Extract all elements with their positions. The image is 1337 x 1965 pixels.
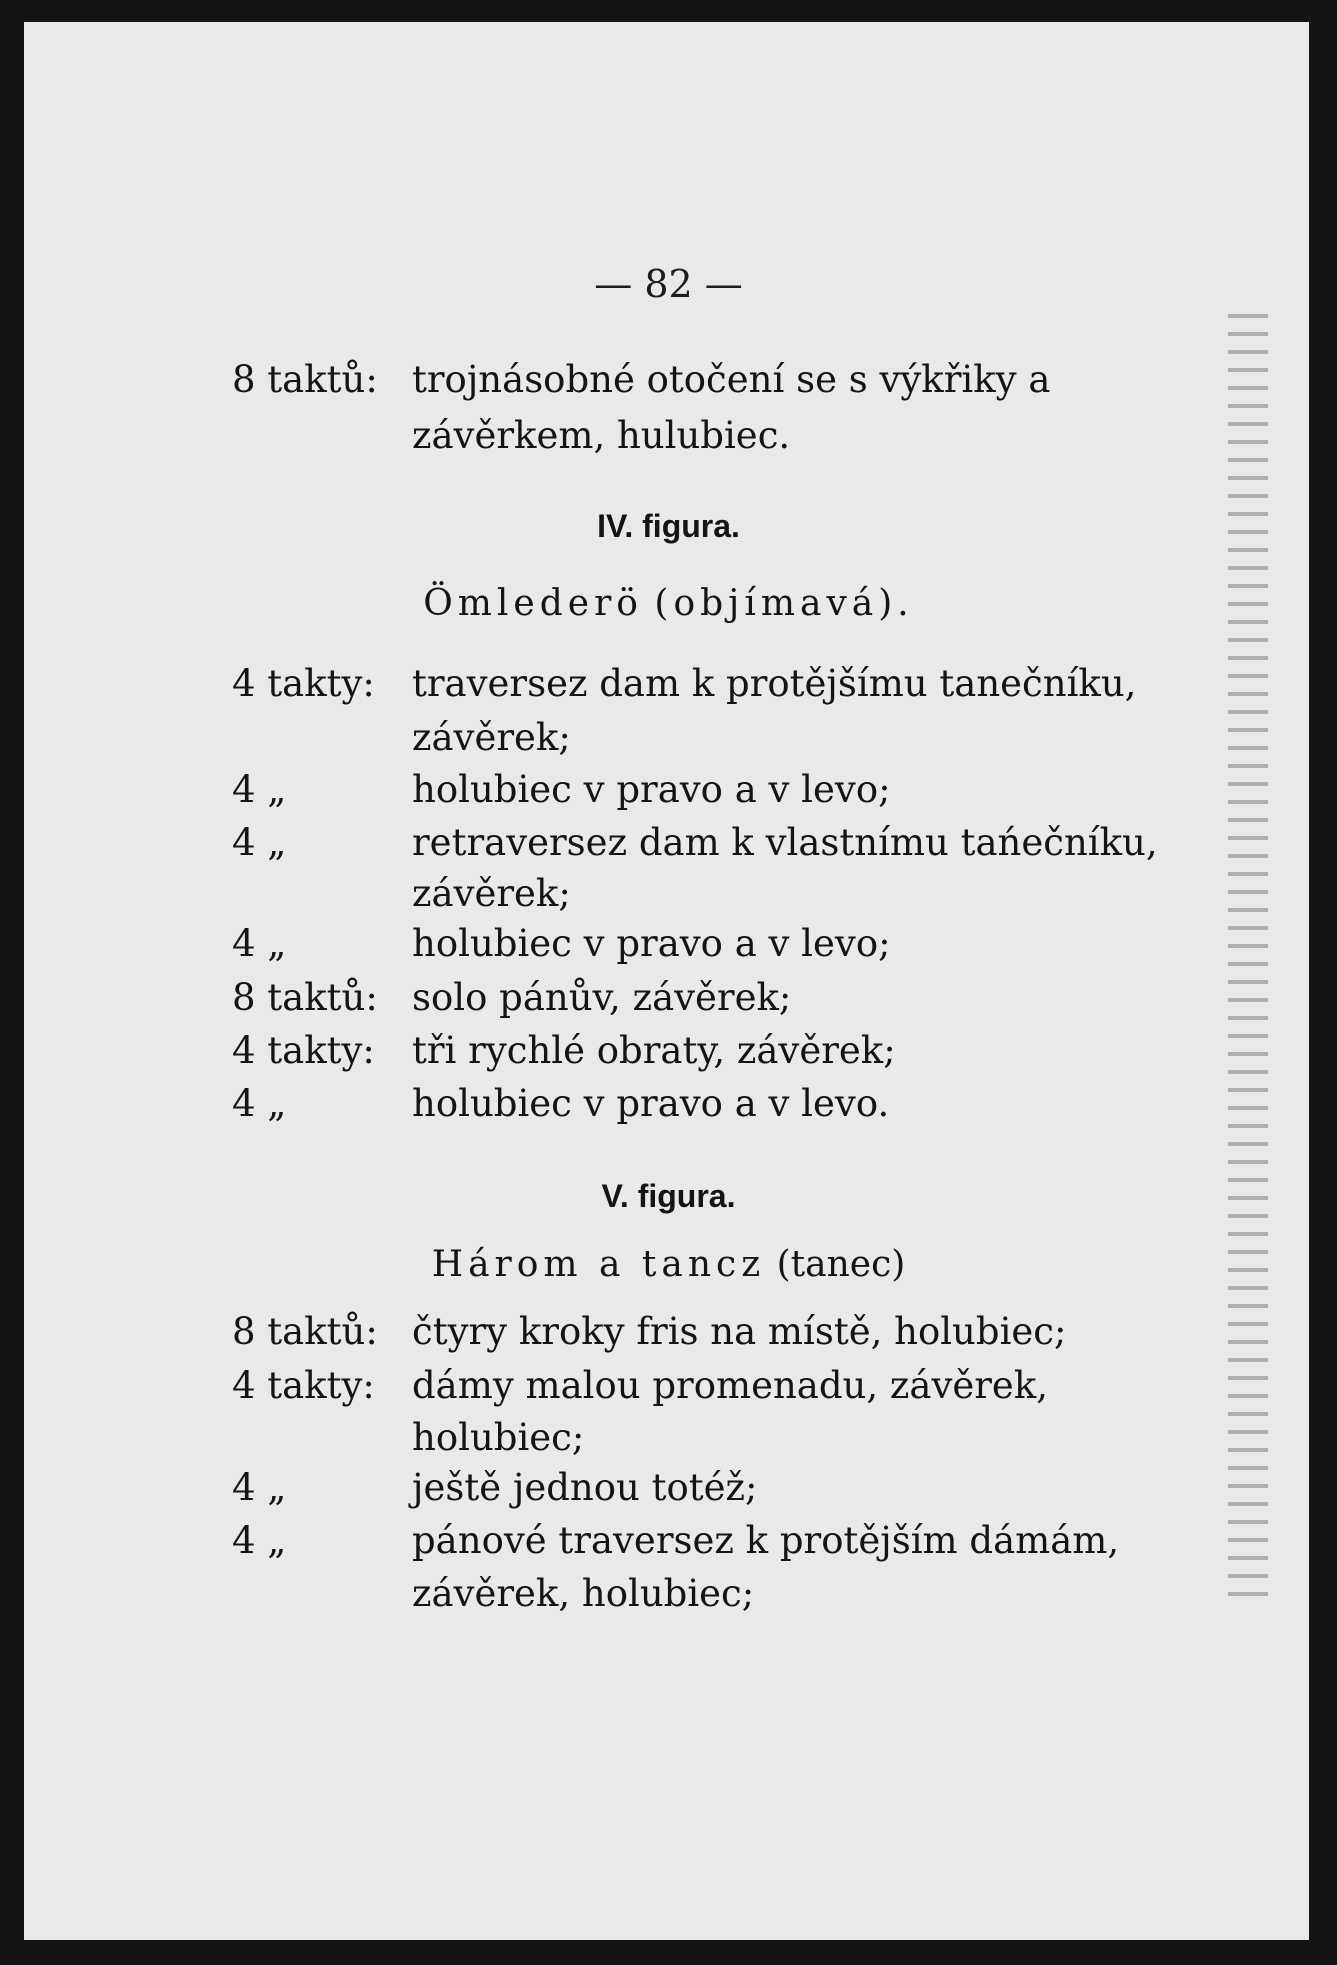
bar-count: 8 taktů: — [232, 1310, 378, 1353]
dance-translation: (tanec) — [776, 1244, 906, 1285]
page-number: — 82 — — [594, 262, 743, 306]
continuation-line: závěrkem, hulubiec. — [412, 414, 791, 457]
dance-translation: (objímavá). — [654, 583, 914, 624]
row-text: holubiec v pravo a v levo; — [412, 922, 891, 965]
figure-subtitle — [0, 1244, 1337, 1285]
continuation-line: holubiec; — [412, 1416, 585, 1459]
figure-heading: V. figura. — [601, 1178, 736, 1214]
dance-name: Három a tancz — [431, 1244, 766, 1285]
continuation-line: závěrek; — [412, 872, 571, 915]
dance-name: Ömlederö — [423, 583, 643, 624]
continuation-line: závěrek, holubiec; — [412, 1572, 755, 1615]
row-text: retraversez dam k vlastnímu tańečníku, — [412, 821, 1158, 864]
bar-count: 4 „ — [232, 821, 287, 864]
row-text: holubiec v pravo a v levo. — [412, 1082, 890, 1125]
bar-count: 4 „ — [232, 768, 287, 811]
bar-count: 4 „ — [232, 1466, 287, 1509]
row-text: pánové traversez k protějším dámám, — [412, 1519, 1120, 1562]
row-text: čtyry kroky fris na místě, holubiec; — [412, 1310, 1067, 1353]
bar-count: 4 „ — [232, 922, 287, 965]
row-text: traversez dam k protějšímu tanečníku, — [412, 662, 1137, 705]
row-text: dámy malou promenadu, závěrek, — [412, 1364, 1049, 1407]
bar-count: 4 „ — [232, 1082, 287, 1125]
continuation-line: závěrek; — [412, 716, 571, 759]
page-edge-shadow — [1228, 300, 1268, 1610]
row-text: trojnásobné otočení se s výkřiky a — [412, 358, 1051, 401]
row-text: ještě jednou totéž; — [412, 1466, 758, 1509]
row-text: solo pánův, závěrek; — [412, 976, 792, 1019]
bar-count: 4 takty: — [232, 1364, 375, 1407]
bar-count: 4 takty: — [232, 1029, 375, 1072]
row-text: holubiec v pravo a v levo; — [412, 768, 891, 811]
bar-count: 8 taktů: — [232, 358, 378, 401]
row-text: tři rychlé obraty, závěrek; — [412, 1029, 896, 1072]
bar-count: 8 taktů: — [232, 976, 378, 1019]
bar-count: 4 takty: — [232, 662, 375, 705]
figure-subtitle — [0, 583, 1337, 624]
figure-heading: IV. figura. — [597, 508, 740, 544]
bar-count: 4 „ — [232, 1519, 287, 1562]
